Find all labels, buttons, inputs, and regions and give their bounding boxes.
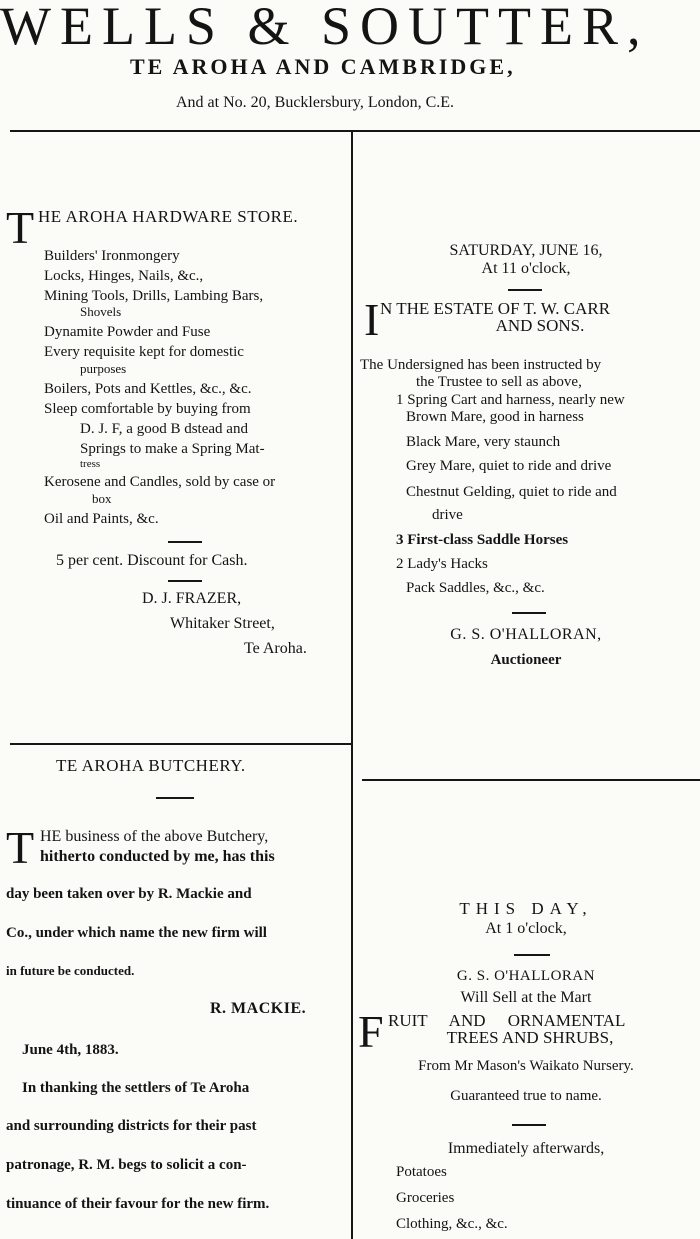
fruit-good: Groceries xyxy=(396,1190,455,1206)
estate-item: Chestnut Gelding, quiet to ride and xyxy=(406,484,617,500)
hardware-discount: 5 per cent. Discount for Cash. xyxy=(56,552,248,569)
hardware-item: Oil and Paints, &c. xyxy=(44,511,159,527)
fruit-rule xyxy=(514,954,550,956)
fruit-rule xyxy=(512,1124,546,1126)
estate-title-2: AND SONS. xyxy=(495,316,585,335)
hardware-item: purposes xyxy=(80,361,127,376)
hardware-street: Whitaker Street, xyxy=(170,615,275,632)
estate-time: At 11 o'clock, xyxy=(481,260,571,277)
hardware-title: HE AROHA HARDWARE STORE. xyxy=(38,207,299,226)
hardware-item: Sleep comfortable by buying from xyxy=(44,401,251,417)
butchery-line: hitherto conducted by me, has this xyxy=(40,848,275,865)
fruit-after: Immediately afterwards, xyxy=(447,1140,605,1157)
header-rule xyxy=(10,130,700,132)
fruit-good: Potatoes xyxy=(396,1164,447,1180)
estate-item: Grey Mare, quiet to ride and drive xyxy=(406,458,612,474)
hardware-item: Boilers, Pots and Kettles, &c., &c. xyxy=(44,381,252,397)
estate-item: drive xyxy=(432,507,463,523)
butchery-thanks: In thanking the settlers of Te Aroha xyxy=(22,1080,250,1096)
hardware-town: Te Aroha. xyxy=(244,640,307,657)
estate-title-1: N THE ESTATE OF T. W. CARR xyxy=(380,299,611,318)
fruit-title-1: RUIT AND ORNAMENTAL xyxy=(388,1011,626,1030)
estate-auctioneer: G. S. O'HALLORAN, xyxy=(450,626,602,643)
butchery-line: in future be conducted. xyxy=(6,963,135,978)
estate-role: Auctioneer xyxy=(490,652,562,668)
fruit-venue: Will Sell at the Mart xyxy=(460,989,592,1006)
estate-item: 3 First-class Saddle Horses xyxy=(396,532,569,548)
section-rule xyxy=(362,779,700,781)
hardware-item: Dynamite Powder and Fuse xyxy=(44,324,211,340)
butchery-line: Co., under which name the new firm will xyxy=(6,925,267,941)
hardware-item: D. J. F, a good B dstead and xyxy=(80,421,248,437)
estate-dropcap: I xyxy=(364,294,380,345)
hardware-rule xyxy=(168,580,202,582)
fruit-source: From Mr Mason's Waikato Nursery. xyxy=(418,1058,634,1074)
fruit-guarantee: Guaranteed true to name. xyxy=(450,1088,602,1104)
butchery-rule xyxy=(156,797,194,799)
fruit-time: At 1 o'clock, xyxy=(485,920,567,937)
butchery-date: June 4th, 1883. xyxy=(22,1042,119,1058)
fruit-good: Clothing, &c., &c. xyxy=(396,1216,508,1232)
fruit-when: THIS DAY, xyxy=(459,899,593,918)
estate-date: SATURDAY, JUNE 16, xyxy=(449,242,603,259)
butchery-line: day been taken over by R. Mackie and xyxy=(6,886,252,902)
estate-intro: The Undersigned has been instructed by xyxy=(360,357,602,373)
butchery-dropcap: T xyxy=(6,822,35,873)
butchery-line: HE business of the above Butchery, xyxy=(40,828,269,845)
firm-address: And at No. 20, Bucklersbury, London, C.E. xyxy=(176,94,455,111)
estate-item: Pack Saddles, &c., &c. xyxy=(406,580,545,596)
estate-rule xyxy=(512,612,546,614)
firm-locations: TE AROHA AND CAMBRIDGE, xyxy=(130,54,516,79)
estate-rule xyxy=(508,289,542,291)
estate-item: 2 Lady's Hacks xyxy=(396,556,488,572)
fruit-title-2: TREES AND SHRUBS, xyxy=(446,1028,614,1047)
estate-item: Brown Mare, good in harness xyxy=(406,409,584,425)
hardware-rule xyxy=(168,541,202,543)
fruit-dropcap: F xyxy=(358,1006,384,1057)
butchery-thanks: tinuance of their favour for the new firm. xyxy=(6,1196,270,1212)
section-rule xyxy=(10,743,351,745)
estate-item: Black Mare, very staunch xyxy=(406,434,561,450)
butchery-title: TE AROHA BUTCHERY. xyxy=(56,756,246,775)
estate-intro: the Trustee to sell as above, xyxy=(416,374,582,390)
estate-item: 1 Spring Cart and harness, nearly new xyxy=(396,392,625,408)
hardware-signature: D. J. FRAZER, xyxy=(142,590,242,607)
hardware-item: Locks, Hinges, Nails, &c., xyxy=(44,268,204,284)
fruit-auctioneer: G. S. O'HALLORAN xyxy=(456,968,596,984)
firm-name: WELLS & SOUTTER, xyxy=(0,0,650,56)
hardware-item: Mining Tools, Drills, Lambing Bars, xyxy=(44,288,264,304)
butchery-thanks: patronage, R. M. begs to solicit a con- xyxy=(6,1157,247,1173)
butchery-signature: R. MACKIE. xyxy=(210,1000,307,1017)
hardware-item: box xyxy=(92,491,112,506)
hardware-item: Springs to make a Spring Mat- xyxy=(80,441,265,457)
hardware-item: Builders' Ironmongery xyxy=(44,248,180,264)
hardware-item: Shovels xyxy=(80,304,122,319)
hardware-item: Every requisite kept for domestic xyxy=(44,344,244,360)
hardware-item: Kerosene and Candles, sold by case or xyxy=(44,474,276,490)
hardware-item: tress xyxy=(80,458,101,470)
butchery-thanks: and surrounding districts for their past xyxy=(6,1118,257,1134)
hardware-dropcap: T xyxy=(6,202,35,253)
